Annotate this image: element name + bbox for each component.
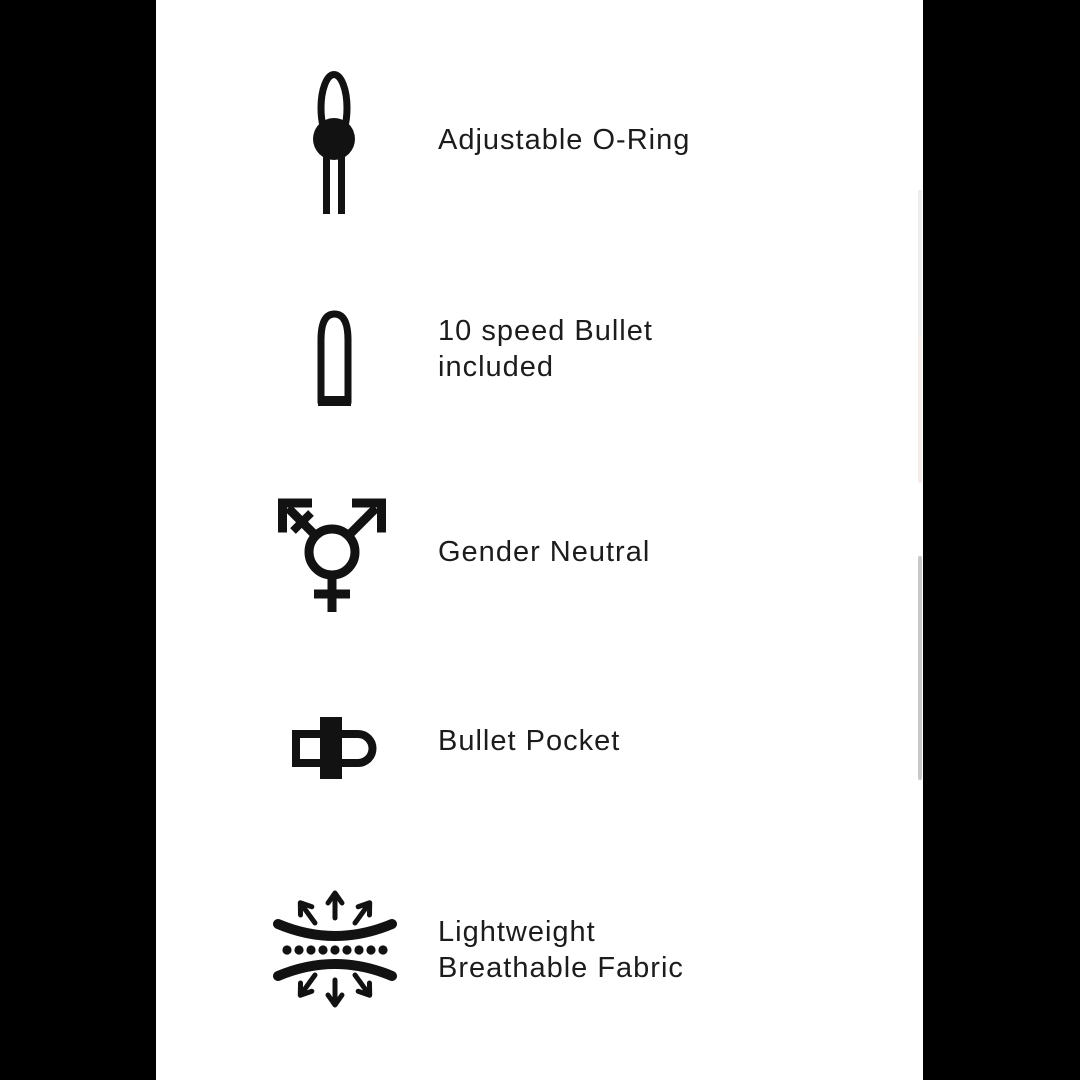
feature-label-line: included bbox=[438, 351, 555, 383]
feature-label-line: Breathable Fabric bbox=[438, 952, 684, 984]
bullet-icon bbox=[316, 309, 353, 406]
feature-label-line: Gender Neutral bbox=[438, 536, 651, 568]
feature-label-line: Adjustable O-Ring bbox=[438, 124, 691, 156]
gender-neutral-icon bbox=[278, 490, 390, 615]
feature-label bbox=[438, 122, 690, 158]
scrollbar-track-segment bbox=[918, 335, 922, 483]
scrollbar-track-segment bbox=[918, 190, 922, 335]
feature-label-line: Bullet Pocket bbox=[438, 725, 621, 757]
feature-label-line: Lightweight bbox=[438, 916, 596, 948]
scrollbar-thumb[interactable] bbox=[918, 556, 922, 780]
feature-label-line: 10 speed Bullet bbox=[438, 315, 653, 347]
feature-label bbox=[438, 723, 620, 759]
bullet-pocket-icon bbox=[289, 705, 381, 785]
adjustable-oring-icon bbox=[310, 68, 358, 216]
content-panel bbox=[156, 0, 923, 1080]
feature-label bbox=[438, 534, 650, 570]
feature-label bbox=[438, 914, 684, 986]
breathable-fabric-icon bbox=[270, 878, 400, 1020]
feature-label bbox=[438, 313, 653, 385]
